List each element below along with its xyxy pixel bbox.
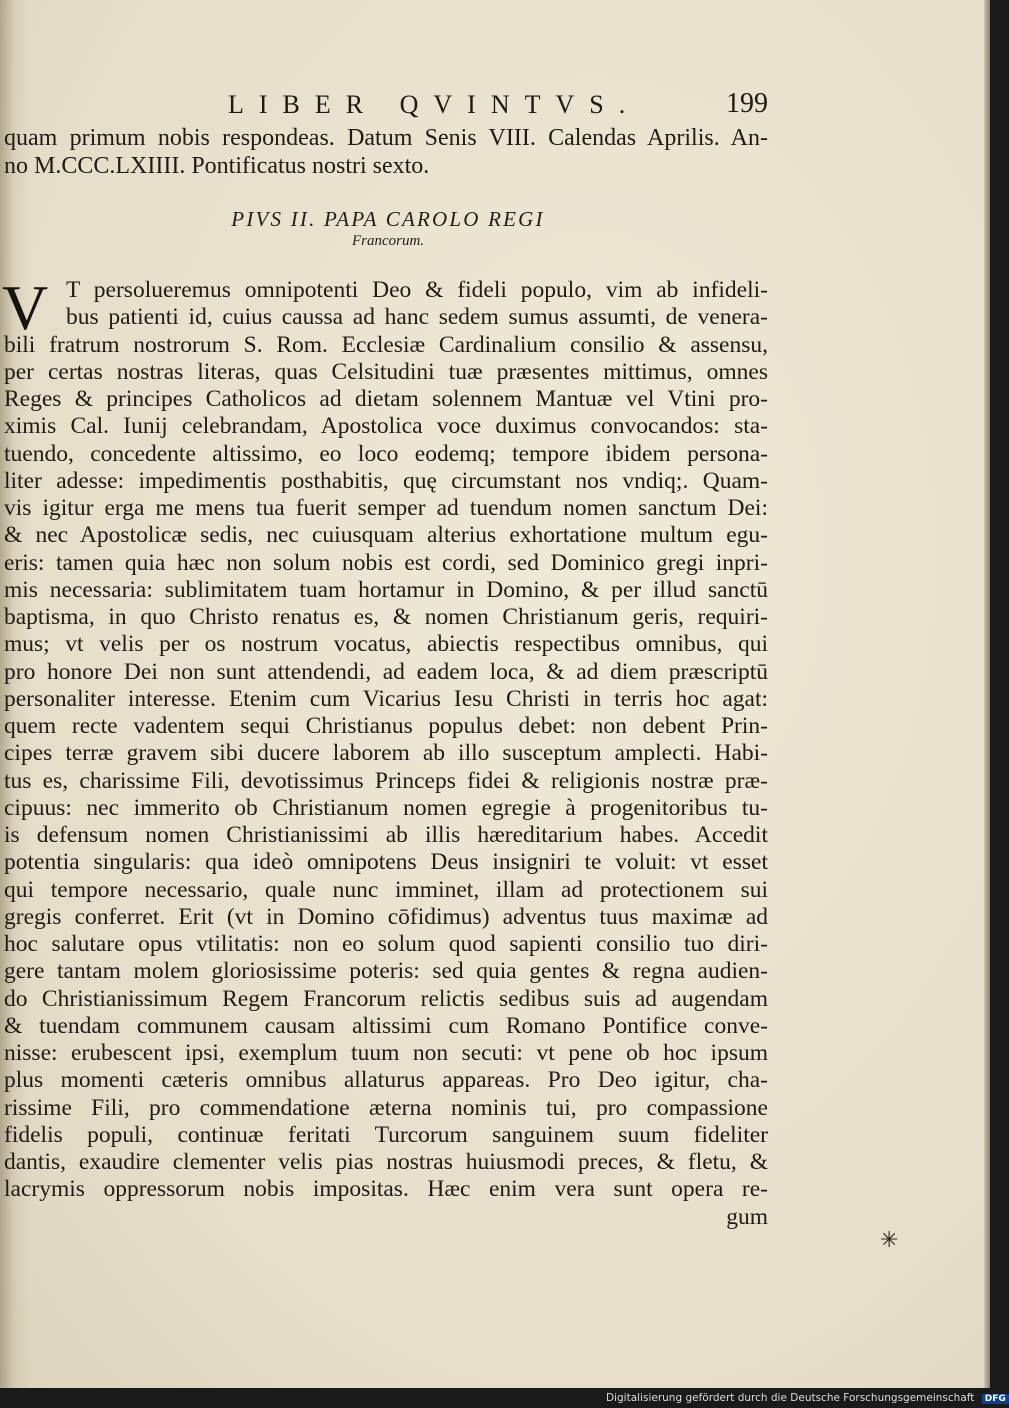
text-line: & tuendam communem causam altissimi cum Romano Pontifice conve- [4,1012,768,1039]
text-line: mus; vt velis per os nostrum vocatus, abiectis respectibus omnibus, qui [4,631,768,658]
heading-line: PIVS II. PAPA CAROLO REGI [231,207,545,231]
text-line: do Christianissimum Regem Francorum relictis sedibus suis ad augendam [4,985,768,1012]
text-line: potentia singularis: qua ideò omnipotens Deus insigniri te voluit: vt esset [4,849,768,876]
text-line: cipes terræ gravem sibi ducere laborem ab illo susceptum amplecti. Habi- [4,740,768,767]
text-line: tuendo, concedente altissimo, eo loco eodemq; tempore ibidem persona- [4,440,768,467]
text-line: mis necessaria: sublimitatem tuam hortamur in Domino, & per illud sanctū [4,576,768,603]
text-line: personaliter interesse. Etenim cum Vicarius Iesu Christi in terris hoc agat: [4,685,768,712]
text-line: ximis Cal. Iunij celebrandam, Apostolica voce duximus convocandos: sta- [4,413,768,440]
text-line: is defensum nomen Christianissimi ab illis hæreditarium habes. Accedit [4,822,768,848]
text-line: T persolueremus omnipotenti Deo & fideli populo, vim ab infideli- [66,277,768,303]
digitization-credit [606,1392,1009,1404]
page-edge [984,0,990,1388]
previous-letter-ending [4,124,768,180]
page-number: 199 [726,88,768,119]
text-line: per certas nostras literas, quas Celsitudini tuæ præsentes mittimus, omnes [4,358,768,385]
text-line: & nec Apostolicæ sedis, nec cuiusquam alterius exhortatione multum egu- [4,522,768,549]
running-header [228,88,768,128]
text-line: lacrymis oppressorum nobis impositas. Hæc enim vera sunt opera re- [4,1176,768,1203]
letter-heading [198,206,578,250]
text-line: tus es, charissime Fili, devotissimus Princeps fidei & religionis nostræ præ- [4,767,768,794]
running-title: LIBER QVINTVS. [228,90,641,119]
drop-cap: V [2,272,49,343]
text-line: baptisma, in quo Christo renatus es, & nomen Christianum geris, requiri- [4,604,768,630]
text-line: bili fratrum nostrorum S. Rom. Ecclesiæ Cardinalium consilio & assensu, [4,331,768,358]
text-line: bus patienti id, cuius caussa ad hanc sedem sumus assumti, de venera- [66,304,768,331]
text-line: gere tantam molem gloriosissime poteris: sed quia gentes & regna audien- [4,958,768,985]
dfg-logo: DFG [982,1394,1009,1404]
letter-body [2,272,768,1231]
text-line: Reges & principes Catholicos ad dietam solennem Mantuæ vel Vtini pro- [4,386,768,412]
text-line: liter adesse: impedimentis posthabitis, quę circumstant nos vndiq;. Quam- [4,467,768,494]
ornament-asterisk: ✳ [880,1228,899,1253]
text-line: dantis, exaudire clementer velis pias nostras huiusmodi preces, & fletu, & [4,1149,768,1175]
text-line: fidelis populi, continuæ feritati Turcorum sanguinem suum fideliter [4,1121,768,1148]
text-line: quem recte vadentem sequi Christianus populus debet: non debent Prin- [4,713,768,739]
heading-subline: Francorum. [351,233,425,249]
catchword: gum [726,1203,768,1230]
credit-text: Digitalisierung gefördert durch die Deutsche Forschungsgemeinschaft [606,1392,975,1404]
text-line: rissime Fili, pro commendatione æterna nominis tui, pro compassione [4,1094,768,1121]
text-line: gregis conferret. Erit (vt in Domino cōfidimus) adventus tuus maximæ ad [4,903,768,930]
text-line: pro honore Dei non sunt attendendi, ad eadem loca, & ad diem præscriptū [4,658,768,685]
text-line: eris: tamen quia hæc non solum nobis est cordi, sed Dominico gregi inpri- [4,549,768,576]
text-line: cipuus: nec immerito ob Christianum nomen egregie à progenitoribus tu- [4,794,768,821]
text-line: hoc salutare opus vtilitatis: non eo solum quod sapienti consilio tuo diri- [4,931,768,957]
text-line: vis igitur erga me mens tua fuerit semper ad tuendum nomen sanctum Dei: [4,495,768,521]
text-line: qui tempore necessario, quale nunc imminet, illam ad protectionem sui [4,876,768,903]
text-line: quam primum nobis respondeas. Datum Senis VIII. Calendas Aprilis. An- [4,125,768,151]
text-line: plus momenti cæteris omnibus allaturus appareas. Pro Deo igitur, cha- [4,1067,768,1094]
text-line: no M.CCC.LXIIII. Pontificatus nostri sexto. [4,153,430,179]
text-line: nisse: erubescent ipsi, exemplum tuum non secuti: vt pene ob hoc ipsum [4,1040,768,1066]
